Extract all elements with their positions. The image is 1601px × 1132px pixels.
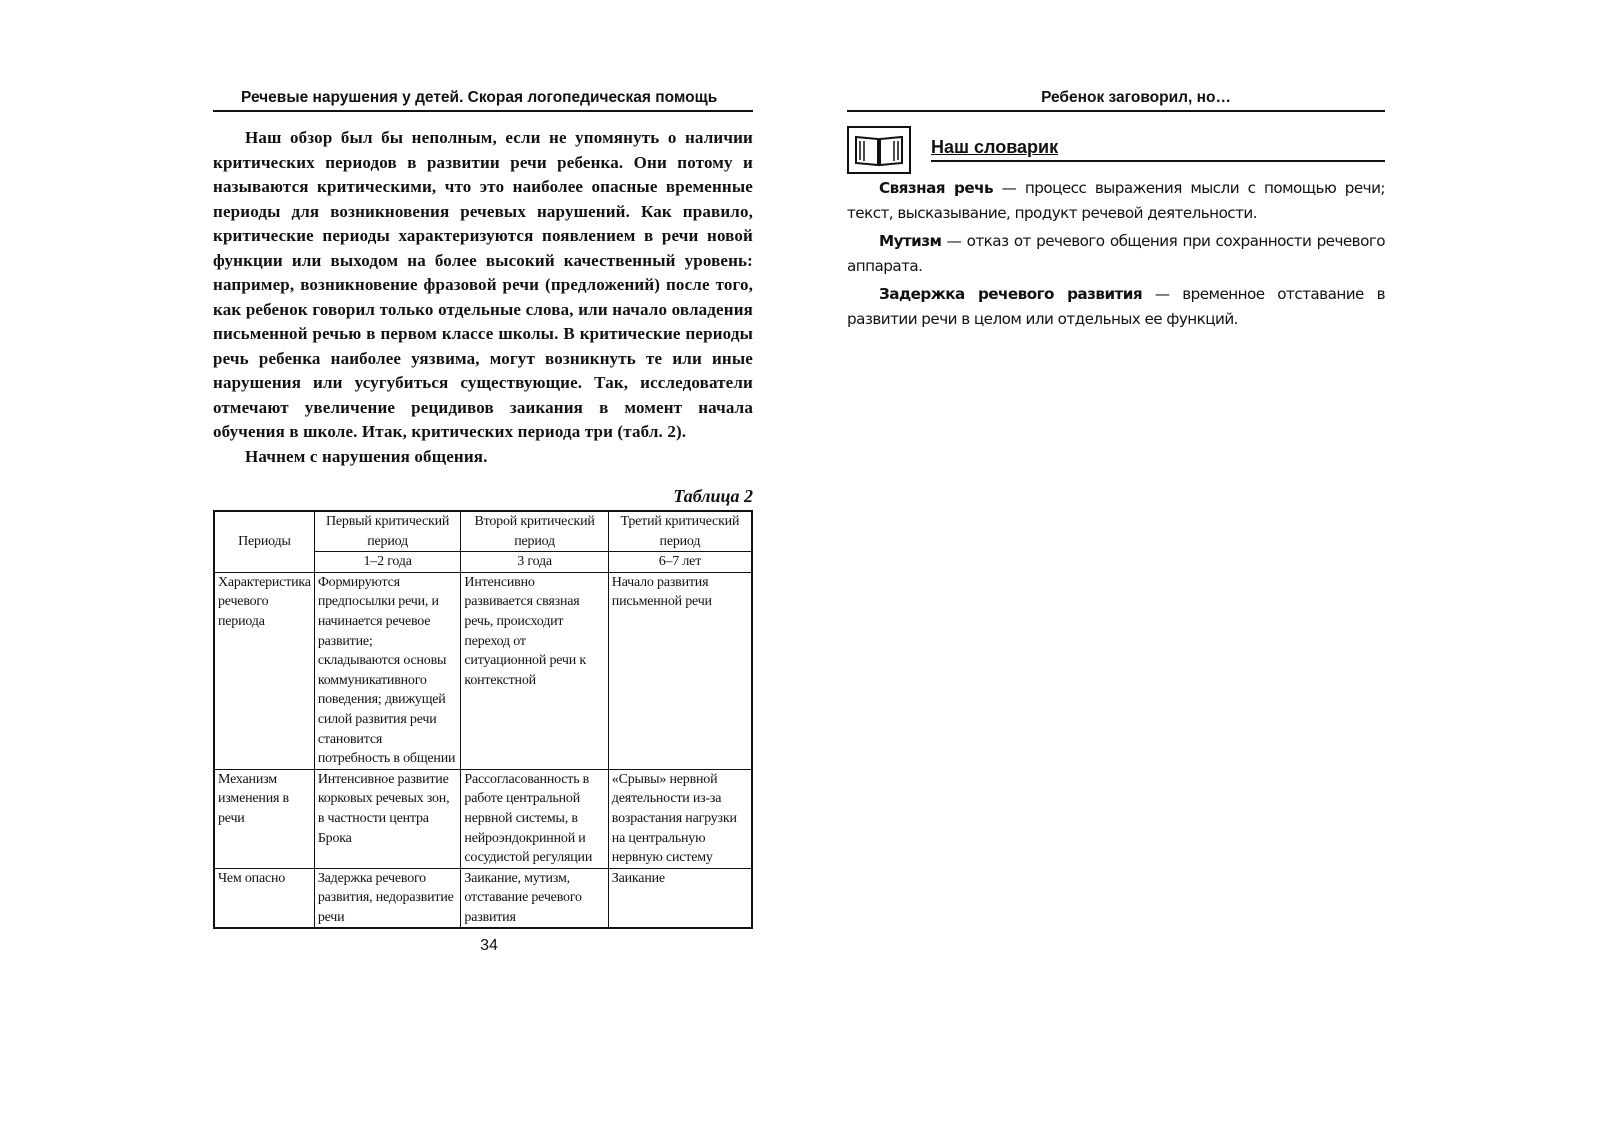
paragraph: Наш обзор был бы неполным, если не упомянуть о наличии критических периодов в развитии речи ребенка. Они потому и называются критическими, что это наиболее опасные временные периоды для возникновения речевых нарушений. Как правило, критические периоды характеризуются появлением в речи новой функции или выходом на более высокий качественный уровень: например, возникновение фразовой речи (предложений) после того, как ребенок говорил только отдельные слова, или начало овладения письменной речью в первом классе школы. В критические периоды речь ребенка наиболее уязвима, могут возникнуть те или иные нарушения или усугубиться существующие. Так, исследователи отмечают увеличение рецидивов заикания в момент начала обучения в школе. Итак, критических периода три (табл. 2). bbox=[213, 128, 753, 441]
period-cell: 3 года bbox=[461, 552, 608, 573]
table-header-cell: Второй критический период bbox=[461, 511, 608, 552]
dictionary-body bbox=[847, 176, 1385, 331]
entry-definition: — временное отставание в развитии речи в целом или отдельных ее функций. bbox=[847, 285, 1385, 328]
table-header-row bbox=[214, 511, 752, 552]
table-cell: «Срывы» нервной деятельности из-за возрастания нагрузки на центральную нервную систему bbox=[608, 769, 752, 868]
table-header-cell: Периоды bbox=[214, 511, 314, 572]
row-label-cell: Механизм изменения в речи bbox=[214, 769, 314, 868]
dictionary-entry bbox=[847, 229, 1385, 278]
table-row bbox=[214, 572, 752, 769]
table-cell: Формируются предпосылки речи, и начинается речевое развитие; складываются основы коммуникативного поведения; движущей силой развития речи становится потребность в общении bbox=[314, 572, 461, 769]
table-row bbox=[214, 868, 752, 928]
row-label-cell: Характеристика речевого периода bbox=[214, 572, 314, 769]
table-cell: Заикание bbox=[608, 868, 752, 928]
table-header-cell: Первый критический период bbox=[314, 511, 461, 552]
entry-term: Задержка речевого развития bbox=[879, 285, 1143, 303]
right-page bbox=[847, 86, 1385, 331]
table-cell: Начало развития письменной речи bbox=[608, 572, 752, 769]
table-cell: Интенсивное развитие корковых речевых зон, в частности центра Брока bbox=[314, 769, 461, 868]
table-caption: Таблица 2 bbox=[673, 486, 753, 506]
entry-definition: — отказ от речевого общения при сохранности речевого аппарата. bbox=[847, 232, 1385, 275]
paragraph: Начнем с нарушения общения. bbox=[245, 446, 488, 466]
table-header-cell: Третий критический период bbox=[608, 511, 752, 552]
critical-periods-table bbox=[213, 510, 753, 929]
period-cell: 1–2 года bbox=[314, 552, 461, 573]
entry-term: Мутизм bbox=[879, 232, 942, 250]
entry-definition: — процесс выражения мысли с помощью речи; текст, высказывание, продукт речевой деятельности. bbox=[847, 179, 1385, 222]
table-cell: Интенсивно развивается связная речь, происходит переход от ситуационной речи к контекстной bbox=[461, 572, 608, 769]
left-body-text bbox=[213, 126, 753, 469]
row-label-cell: Чем опасно bbox=[214, 868, 314, 928]
left-page bbox=[213, 86, 753, 955]
table-cell: Заикание, мутизм, отставание речевого развития bbox=[461, 868, 608, 928]
period-cell: 6–7 лет bbox=[608, 552, 752, 573]
section-title: Наш словарик bbox=[931, 134, 1385, 162]
left-running-head: Речевые нарушения у детей. Скорая логопедическая помощь bbox=[213, 86, 753, 112]
right-running-head: Ребенок заговорил, но… bbox=[847, 86, 1385, 112]
page-number: 34 bbox=[480, 937, 498, 955]
table-row bbox=[214, 769, 752, 868]
dictionary-entry bbox=[847, 176, 1385, 225]
open-book-icon bbox=[847, 126, 911, 174]
entry-term: Связная речь bbox=[879, 179, 994, 197]
dictionary-entry bbox=[847, 282, 1385, 331]
table-cell: Задержка речевого развития, недоразвитие речи bbox=[314, 868, 461, 928]
dictionary-header bbox=[847, 122, 1385, 180]
table-cell: Рассогласованность в работе центральной нервной системы, в нейроэндокринной и сосудистой регуляции bbox=[461, 769, 608, 868]
